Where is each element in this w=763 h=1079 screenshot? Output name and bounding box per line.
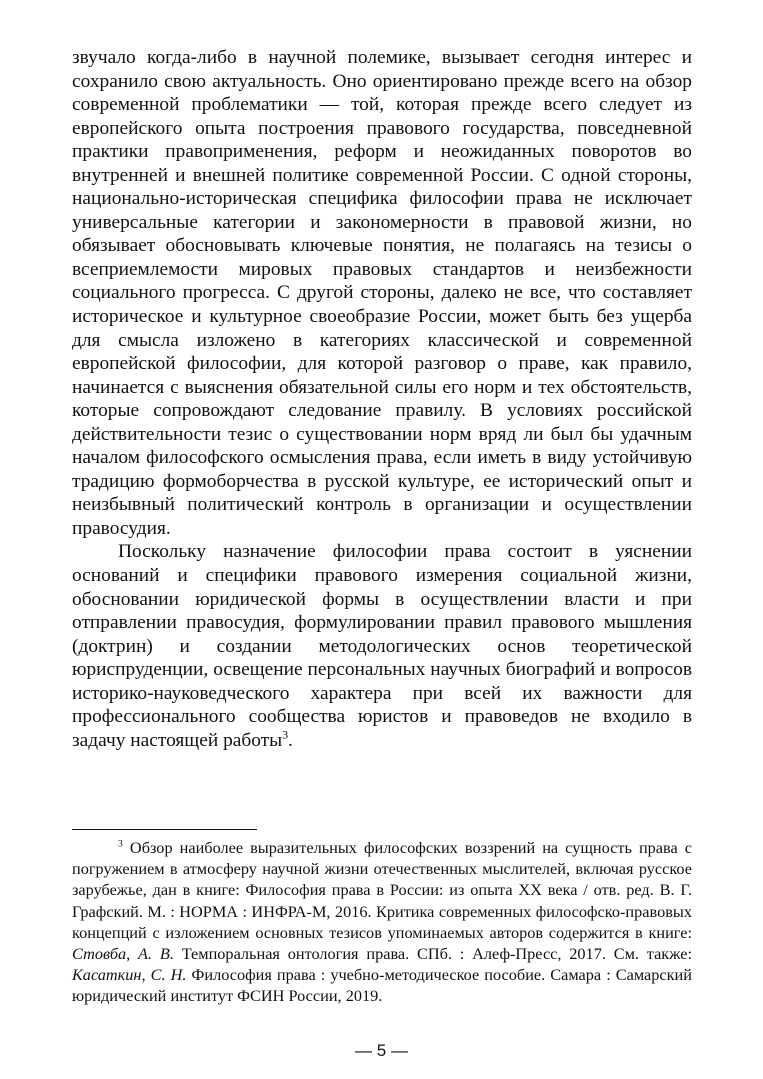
paragraph-1: звучало когда-либо в научной полемике, вызывает сегодня интерес и сохранило свою актуальность. Оно ориентировано прежде всего на обзор современной проблематики — той, которая прежде всего следует из европейского опыта построения правового государства, повседневной практики правоприменения, реформ и неожиданных поворотов во внутренней и внешней политике современной России. С одной стороны, национально-историческая специфика философии права не исключает универсальные категории и закономерности в правовой жизни, но обязывает обосновывать ключевые понятия, не полагаясь на тезисы о всеприемлемости мировых правовых стандартов и неизбежности социального прогресса. С другой стороны, далеко не все, что составляет историческое и культурное своеобразие России, может быть без ущерба для смысла изложено в категориях классической и современной европейской философии, для которой разговор о праве, как правило, начинается с выяснения обязательной силы его норм и тех обстоятельств, которые сопровождают следование правилу. В условиях российской действительности тезис о существовании норм вряд ли был бы удачным началом философского осмысления права, если иметь в виду устойчивую традицию формоборчества в русской культуре, ее исторический опыт и неизбывный политический контроль в организации и осуществлении правосудия. xyxy=(72,47,692,539)
footnote-3 xyxy=(72,837,692,1007)
footnote-reference[interactable]: 3 xyxy=(282,728,288,742)
footnote-text-1: Обзор наиболее выразительных философских воззрений на сущность права с погружением в атмосферу научной жизни отечественных мыслителей, включая русское зарубежье, дан в книге: Философия права в России: из опыта XX века / отв. ред. В. Г. Графский. М. : НОРМА : ИНФРА-М, 2016. Критика современных философско-правовых концепций с изложением основных тезисов упоминаемых авторов содержится в книге: xyxy=(72,838,692,942)
footnote-text-3: Философия права : учебно-методическое пособие. Самара : Самарский юридический институт ФСИН России, 2019. xyxy=(72,965,692,1006)
page-number: — 5 — xyxy=(355,1041,408,1060)
paragraph-2-text: Поскольку назначение философии права состоит в уяснении оснований и специфики правового измерения социальной жизни, обосновании юридической формы в осуществлении власти и при отправлении правосудия, формулировании правил правового мышления (доктрин) и создании методологических основ теоретической юриспруденции, освещение персональных научных биографий и вопросов историко-науковедческого характера при всей их важности для профессионального сообщества юристов и правоведов не входило в задачу настоящей работы xyxy=(72,541,692,751)
footnote-text-2: Темпоральная онтология права. СПб. : Алеф-Пресс, 2017. См. также: xyxy=(173,944,692,964)
footnote-author-1: Стовба, А. В. xyxy=(72,944,174,964)
paragraph-2-end: . xyxy=(288,729,293,751)
paragraph-2 xyxy=(72,540,692,752)
footnote-marker: 3 xyxy=(118,838,123,850)
main-text xyxy=(72,46,692,752)
footnote-divider xyxy=(72,829,257,830)
footnote-author-2: Касаткин, С. Н. xyxy=(72,965,187,985)
